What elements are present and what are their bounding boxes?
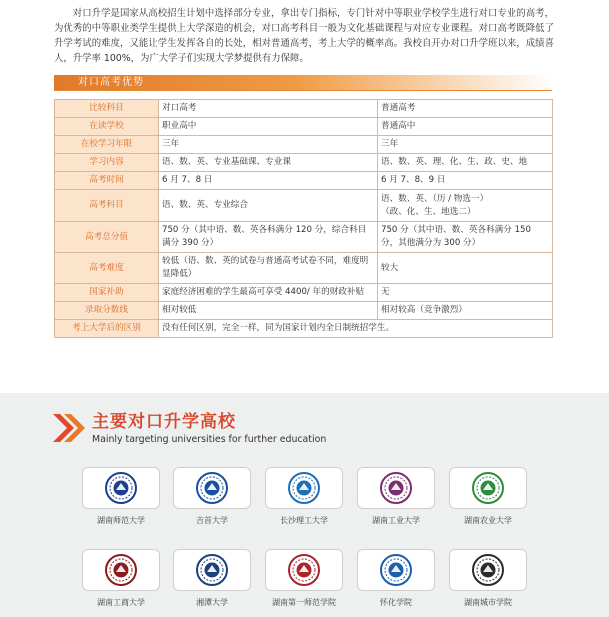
duikou-cell: 家庭经济困难的学生最高可享受 4400/ 年的财政补贴 [159, 284, 378, 302]
section-title: 对口高考优势 [78, 77, 144, 88]
university-name: 湖南工业大学 [372, 516, 420, 525]
duikou-cell: 语、数、英、专业综合 [159, 190, 378, 222]
university-logo-frame [82, 549, 160, 591]
table-row [55, 172, 553, 190]
duikou-cell: 6 月 7、8 日 [159, 172, 378, 190]
universities-subtitle: Mainly targeting universities for further education [92, 434, 327, 445]
university-card[interactable] [265, 467, 343, 526]
university-logo-frame [265, 467, 343, 509]
university-emblem-icon [472, 472, 504, 504]
university-emblem-icon [196, 472, 228, 504]
table-row [55, 118, 553, 136]
university-name: 怀化学院 [380, 598, 412, 607]
putong-cell: 无 [378, 284, 553, 302]
row-key: 国家补助 [55, 284, 159, 302]
row-key: 在读学校 [55, 118, 159, 136]
table-row [55, 284, 553, 302]
duikou-cell: 相对较低 [159, 302, 378, 320]
university-emblem-icon [288, 554, 320, 586]
row-key: 高考总分值 [55, 222, 159, 253]
university-card[interactable] [357, 467, 435, 526]
table-row [55, 302, 553, 320]
row-key: 比较科目 [55, 100, 159, 118]
university-logo-frame [173, 467, 251, 509]
university-logo-frame [265, 549, 343, 591]
university-emblem-icon [380, 554, 412, 586]
row-key: 高考难度 [55, 253, 159, 284]
row-key: 高考时间 [55, 172, 159, 190]
university-logo-frame [357, 549, 435, 591]
putong-cell: 750 分（其中语、数、英各科满分 150 分，其他满分为 300 分） [378, 222, 553, 253]
table-row [55, 190, 553, 222]
university-card[interactable] [82, 467, 160, 526]
row-merged-cell: 没有任何区别，完全一样，同为国家计划内全日制统招学生。 [159, 320, 553, 338]
table-row [55, 222, 553, 253]
row-key: 录取分数线 [55, 302, 159, 320]
university-emblem-icon [105, 554, 137, 586]
duikou-cell: 语、数、英、专业基础课、专业课 [159, 154, 378, 172]
university-name: 吉首大学 [196, 516, 228, 525]
row-key: 在校学习年限 [55, 136, 159, 154]
section-header-advantages [54, 75, 552, 91]
university-logo-frame [82, 467, 160, 509]
university-card[interactable] [265, 549, 343, 608]
row-key: 考上大学后的区别 [55, 320, 159, 338]
duikou-cell: 职业高中 [159, 118, 378, 136]
row-key: 学习内容 [55, 154, 159, 172]
university-emblem-icon [196, 554, 228, 586]
university-emblem-icon [472, 554, 504, 586]
university-name: 湖南农业大学 [464, 516, 512, 525]
university-emblem-icon [288, 472, 320, 504]
putong-cell: 6 月 7、8、9 日 [378, 172, 553, 190]
university-logo-frame [449, 549, 527, 591]
table-row [55, 320, 553, 338]
duikou-cell: 750 分（其中语、数、英各科满分 120 分，综合科目满分 390 分） [159, 222, 378, 253]
university-emblem-icon [105, 472, 137, 504]
putong-cell: 三年 [378, 136, 553, 154]
university-name: 湘潭大学 [196, 598, 228, 607]
table-row [55, 154, 553, 172]
putong-cell: 相对较高（竞争激烈） [378, 302, 553, 320]
university-name: 湖南工商大学 [97, 598, 145, 607]
table-row [55, 253, 553, 284]
university-logo-frame [173, 549, 251, 591]
intro-paragraph [54, 6, 554, 66]
putong-cell: 较大 [378, 253, 553, 284]
duikou-cell: 对口高考 [159, 100, 378, 118]
university-card[interactable] [173, 467, 251, 526]
double-chevron-icon [51, 412, 87, 444]
putong-cell: 语、数、英、（历 / 物选一） （政、化、生、地选二） [378, 190, 553, 222]
university-card[interactable] [449, 549, 527, 608]
duikou-cell: 三年 [159, 136, 378, 154]
table-row [55, 136, 553, 154]
putong-cell: 普通高中 [378, 118, 553, 136]
table-row [55, 100, 553, 118]
university-card[interactable] [449, 467, 527, 526]
university-name: 湖南师范大学 [97, 516, 145, 525]
university-logo-frame [357, 467, 435, 509]
university-card[interactable] [82, 549, 160, 608]
university-name: 湖南城市学院 [464, 598, 512, 607]
row-key: 高考科目 [55, 190, 159, 222]
putong-cell: 语、数、英、理、化、生、政、史、地 [378, 154, 553, 172]
university-logo-frame [449, 467, 527, 509]
intro-text: 对口升学是国家从高校招生计划中选择部分专业，拿出专门指标，专门针对中等职业学校学生进行对口专业的高考，为优秀的中等职业类学生提供上大学深造的机会，对口高考科目一般为文化基础课程与对应专业课程。对口高考既降低了升学考试的难度，又能让学生发挥各自的长处，相对普通高考，考上大学的概率高。我校自开办对口升学班以来，成绩喜人，升学率 100%，为广大学子们实现大学梦提供有力保障。 [54, 8, 554, 64]
duikou-cell: 较低（语、数、英的试卷与普通高考试卷不同，难度明显降低） [159, 253, 378, 284]
putong-cell: 普通高考 [378, 100, 553, 118]
university-name: 湖南第一师范学院 [272, 598, 336, 607]
university-emblem-icon [380, 472, 412, 504]
universities-title: 主要对口升学高校 [92, 412, 236, 432]
university-card[interactable] [173, 549, 251, 608]
comparison-table [54, 99, 553, 338]
university-card[interactable] [357, 549, 435, 608]
university-name: 长沙理工大学 [280, 516, 328, 525]
